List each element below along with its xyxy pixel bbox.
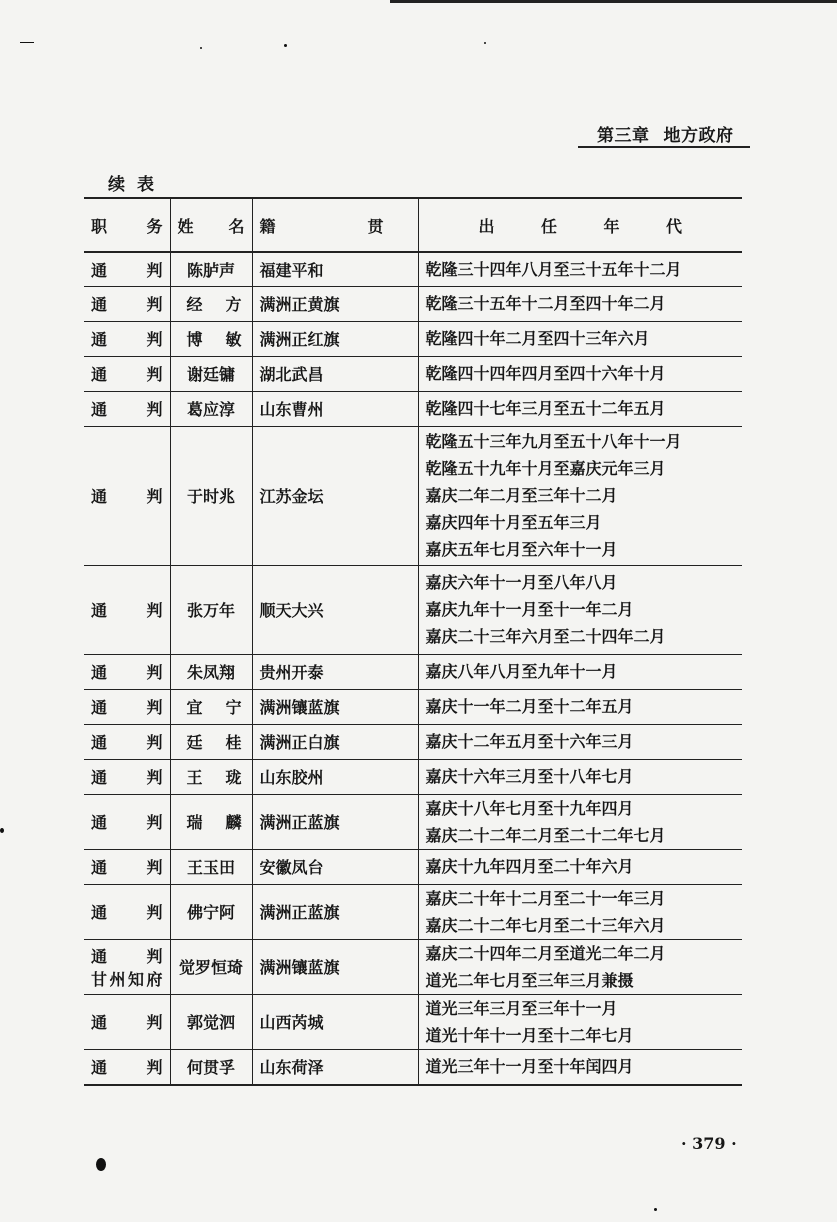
period-text: 乾隆五十三年九月至五十八年十一月 — [425, 432, 682, 451]
table-row — [84, 286, 742, 321]
post-text: 通判 — [91, 768, 163, 787]
name-cell: 谢廷镛 — [170, 356, 252, 391]
name-cell: 王玉田 — [170, 849, 252, 884]
period-cell — [418, 356, 742, 391]
post-cell — [84, 252, 170, 286]
page-number: · 379 · — [681, 1134, 737, 1153]
period-text: 嘉庆二十二年七月至二十三年六月 — [425, 915, 666, 935]
post-cell — [84, 565, 170, 654]
chapter-header — [597, 121, 734, 146]
ink-speck — [654, 1208, 657, 1211]
post-cell — [84, 939, 170, 994]
origin-cell: 安徽凤台 — [252, 849, 418, 884]
post-cell — [84, 286, 170, 321]
period-cell — [418, 849, 742, 884]
name-cell: 经方 — [170, 286, 252, 321]
period-text: 乾隆三十四年八月至三十五年十二月 — [425, 259, 682, 279]
column-header-origin: 籍贯 — [252, 198, 418, 252]
origin-cell: 山东荷泽 — [252, 1049, 418, 1085]
period-text: 嘉庆十一年二月至十二年五月 — [425, 697, 634, 716]
origin-cell: 满洲镶蓝旗 — [252, 939, 418, 994]
post-cell — [84, 724, 170, 759]
period-text: 乾隆四十四年四月至四十六年十月 — [425, 364, 666, 383]
post-text: 通判 — [91, 733, 163, 752]
origin-cell: 贵州开泰 — [252, 654, 418, 689]
table-row — [84, 994, 742, 1049]
post-text: 通判 — [91, 858, 163, 877]
table-row — [84, 689, 742, 724]
origin-cell: 山东胶州 — [252, 759, 418, 794]
table-header-row — [84, 198, 742, 252]
origin-cell: 湖北武昌 — [252, 356, 418, 391]
column-header-name: 姓名 — [170, 198, 252, 252]
period-cell — [418, 939, 742, 994]
post-text: 甘州知府 — [91, 969, 163, 989]
period-text: 嘉庆二年二月至三年十二月 — [425, 486, 618, 505]
period-cell — [418, 994, 742, 1049]
continued-table-label: 续表 — [108, 175, 166, 195]
name-cell: 于时兆 — [170, 426, 252, 565]
origin-cell: 满洲正蓝旗 — [252, 884, 418, 939]
period-text: 道光十年十一月至十二年七月 — [425, 1025, 634, 1045]
period-text: 道光三年三月至三年十一月 — [425, 998, 618, 1018]
period-text: 乾隆四十七年三月至五十二年五月 — [425, 399, 666, 418]
post-text: 通判 — [91, 260, 163, 280]
post-cell — [84, 794, 170, 849]
period-cell — [418, 689, 742, 724]
origin-cell: 山西芮城 — [252, 994, 418, 1049]
period-cell — [418, 286, 742, 321]
name-cell: 何贯孚 — [170, 1049, 252, 1085]
table-row — [84, 252, 742, 286]
table-row — [84, 724, 742, 759]
officials-table — [84, 197, 742, 1086]
period-text: 道光三年十一月至十年闰四月 — [425, 1057, 634, 1077]
ink-spot — [96, 1158, 106, 1171]
ink-speck — [284, 44, 287, 47]
period-text: 嘉庆六年十一月至八年八月 — [425, 573, 618, 592]
period-text: 嘉庆十六年三月至十八年七月 — [425, 767, 634, 786]
origin-cell: 满洲正黄旗 — [252, 286, 418, 321]
name-cell: 瑞麟 — [170, 794, 252, 849]
post-cell — [84, 884, 170, 939]
table-row — [84, 849, 742, 884]
name-cell: 张万年 — [170, 565, 252, 654]
period-text: 道光二年七月至三年三月兼摄 — [425, 970, 634, 990]
post-text: 通判 — [91, 295, 163, 314]
name-cell: 葛应淳 — [170, 391, 252, 426]
table-row — [84, 321, 742, 356]
post-cell — [84, 759, 170, 794]
name-cell: 郭觉泗 — [170, 994, 252, 1049]
table-row — [84, 884, 742, 939]
period-text: 嘉庆八年八月至九年十一月 — [425, 662, 618, 681]
table-row — [84, 1049, 742, 1085]
origin-cell: 满洲镶蓝旗 — [252, 689, 418, 724]
ink-speck — [484, 42, 486, 44]
origin-cell: 山东曹州 — [252, 391, 418, 426]
post-cell — [84, 994, 170, 1049]
table-row — [84, 759, 742, 794]
period-text: 嘉庆二十四年二月至道光二年二月 — [425, 943, 666, 963]
column-header-post: 职务 — [84, 198, 170, 252]
period-text: 嘉庆十二年五月至十六年三月 — [425, 732, 634, 751]
post-text: 通判 — [91, 903, 163, 922]
post-text: 通判 — [91, 487, 163, 506]
chapter-number: 第三章 — [597, 126, 650, 146]
post-cell — [84, 654, 170, 689]
post-cell — [84, 689, 170, 724]
period-cell — [418, 794, 742, 849]
period-cell — [418, 1049, 742, 1085]
name-cell: 廷桂 — [170, 724, 252, 759]
post-cell — [84, 849, 170, 884]
origin-cell: 顺天大兴 — [252, 565, 418, 654]
period-cell — [418, 391, 742, 426]
name-cell: 宜宁 — [170, 689, 252, 724]
ink-speck — [200, 47, 202, 49]
name-cell: 博敏 — [170, 321, 252, 356]
period-text: 嘉庆十八年七月至十九年四月 — [425, 798, 634, 818]
period-text: 嘉庆二十二年二月至二十二年七月 — [425, 825, 666, 845]
origin-cell: 福建平和 — [252, 252, 418, 286]
period-cell — [418, 321, 742, 356]
period-text: 乾隆三十五年十二月至四十年二月 — [425, 294, 666, 313]
period-text: 嘉庆十九年四月至二十年六月 — [425, 857, 634, 876]
period-text: 嘉庆九年十一月至十一年二月 — [425, 600, 634, 619]
period-text: 嘉庆二十年十二月至二十一年三月 — [425, 888, 666, 908]
chapter-title: 地方政府 — [663, 126, 734, 146]
table-row — [84, 654, 742, 689]
period-text: 嘉庆五年七月至六年十一月 — [425, 540, 618, 559]
post-text: 通判 — [91, 400, 163, 419]
period-text: 乾隆五十九年十月至嘉庆元年三月 — [425, 459, 666, 478]
period-cell — [418, 252, 742, 286]
post-cell — [84, 356, 170, 391]
period-text: 乾隆四十年二月至四十三年六月 — [425, 329, 650, 348]
post-text: 通判 — [91, 365, 163, 384]
table-row — [84, 391, 742, 426]
table-row — [84, 565, 742, 654]
table-row — [84, 426, 742, 565]
post-cell — [84, 1049, 170, 1085]
column-header-period: 出任年代 — [418, 198, 742, 252]
name-cell: 佛宁阿 — [170, 884, 252, 939]
post-text: 通判 — [91, 330, 163, 349]
name-cell: 朱凤翔 — [170, 654, 252, 689]
period-text: 嘉庆四年十月至五年三月 — [425, 513, 602, 532]
period-text: 嘉庆二十三年六月至二十四年二月 — [425, 627, 666, 646]
table-row — [84, 356, 742, 391]
period-cell — [418, 565, 742, 654]
name-cell: 王珑 — [170, 759, 252, 794]
post-text: 通判 — [91, 601, 163, 620]
name-cell: 陈胪声 — [170, 252, 252, 286]
name-cell: 觉罗恒琦 — [170, 939, 252, 994]
post-text: 通判 — [91, 946, 163, 966]
post-text: 通判 — [91, 1058, 163, 1078]
period-cell — [418, 884, 742, 939]
post-text: 通判 — [91, 813, 163, 832]
period-cell — [418, 426, 742, 565]
origin-cell: 满洲正白旗 — [252, 724, 418, 759]
header-rule — [578, 146, 750, 148]
ink-speck — [0, 828, 4, 833]
table-row — [84, 939, 742, 994]
post-cell — [84, 391, 170, 426]
origin-cell: 江苏金坛 — [252, 426, 418, 565]
post-text: 通判 — [91, 1013, 163, 1032]
table-row — [84, 794, 742, 849]
post-text: 通判 — [91, 698, 163, 717]
origin-cell: 满洲正蓝旗 — [252, 794, 418, 849]
period-cell — [418, 759, 742, 794]
origin-cell: 满洲正红旗 — [252, 321, 418, 356]
period-cell — [418, 654, 742, 689]
table-body — [84, 252, 742, 1085]
ink-speck — [20, 42, 34, 43]
period-cell — [418, 724, 742, 759]
post-cell — [84, 321, 170, 356]
post-cell — [84, 426, 170, 565]
post-text: 通判 — [91, 663, 163, 682]
top-rule — [390, 0, 837, 3]
